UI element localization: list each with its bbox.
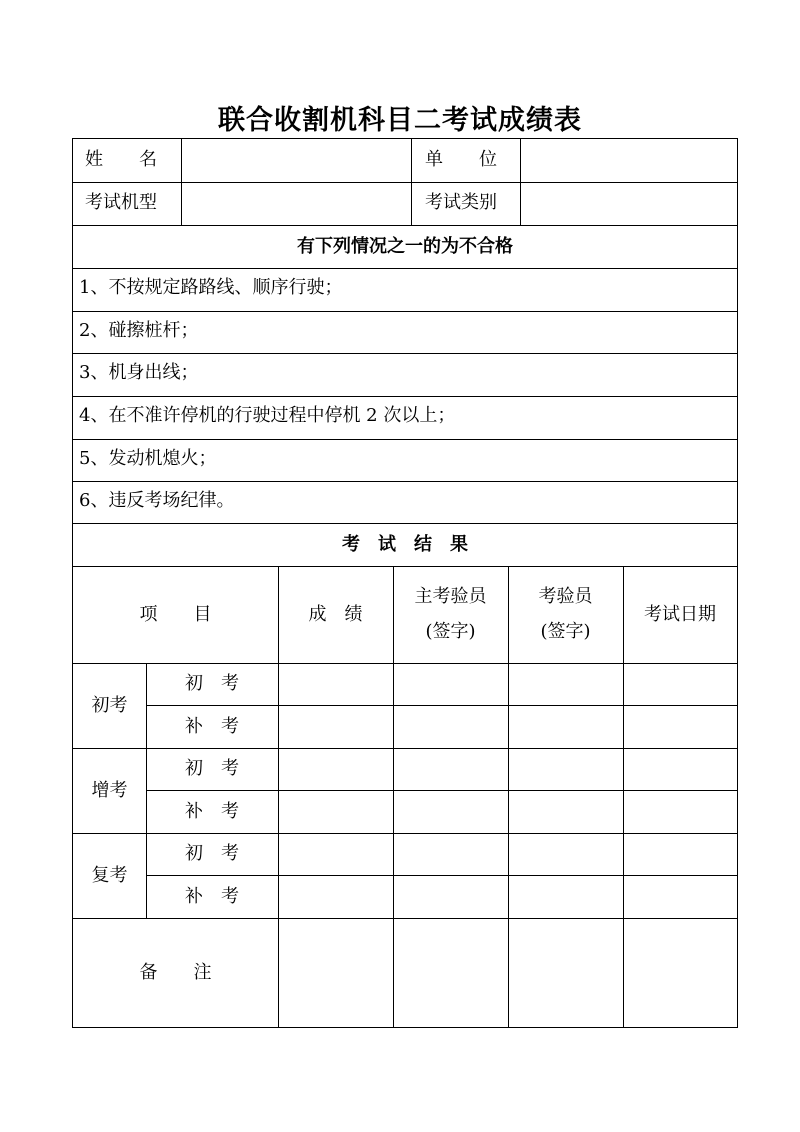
group-label-initial: 初考 [91, 694, 128, 716]
row-divider [73, 268, 737, 269]
fail-item: 6、违反考场纪律。 [79, 490, 235, 511]
row-divider [73, 439, 737, 440]
examiner-sign-note: (签字) [540, 620, 591, 642]
row-divider [73, 481, 737, 482]
item-column-header: 项 目 [139, 603, 212, 625]
col-divider [411, 139, 412, 225]
group-label-reexam: 复考 [91, 864, 128, 886]
group-label-additional: 增考 [91, 779, 128, 801]
chief-examiner-column-header [393, 566, 508, 663]
exam-category-label: 考试类别 [425, 192, 497, 213]
fail-conditions-header: 有下列情况之一的为不合格 [297, 235, 513, 257]
fail-item: 4、在不准许停机的行驶过程中停机 2 次以上； [79, 405, 456, 426]
chief-examiner-sign-note: (签字) [425, 620, 476, 642]
sub-item-label: 补 考 [185, 885, 239, 907]
examiner-title: 考验员 [538, 586, 593, 608]
sub-item-label: 初 考 [185, 758, 239, 779]
results-header: 考 试 结 果 [342, 533, 468, 555]
fail-item: 3、机身出线； [79, 362, 199, 383]
page-title: 联合收割机科目二考试成绩表 [218, 105, 582, 136]
examiner-column-header [508, 566, 623, 663]
col-divider [520, 139, 521, 225]
score-table [72, 138, 738, 1028]
chief-examiner-title: 主考验员 [414, 586, 487, 608]
row-divider [73, 353, 737, 354]
sub-item-label: 初 考 [185, 673, 239, 694]
fail-item: 1、不按规定路路线、顺序行驶； [79, 277, 343, 298]
exam-date-column-header: 考试日期 [644, 603, 716, 625]
remarks-label: 备 注 [139, 961, 212, 983]
sub-item-label: 补 考 [185, 715, 239, 737]
row-divider [73, 182, 737, 183]
name-label: 姓 名 [85, 149, 157, 170]
row-divider [73, 311, 737, 312]
col-divider [181, 139, 182, 225]
fail-item: 5、发动机熄火； [79, 448, 217, 469]
sub-item-label: 补 考 [185, 800, 239, 822]
row-divider [73, 396, 737, 397]
fail-item: 2、碰擦桩杆； [79, 320, 199, 341]
machine-model-label: 考试机型 [85, 192, 157, 213]
score-column-header: 成 绩 [308, 603, 363, 625]
sub-item-label: 初 考 [185, 843, 239, 864]
unit-label: 单 位 [425, 149, 497, 170]
